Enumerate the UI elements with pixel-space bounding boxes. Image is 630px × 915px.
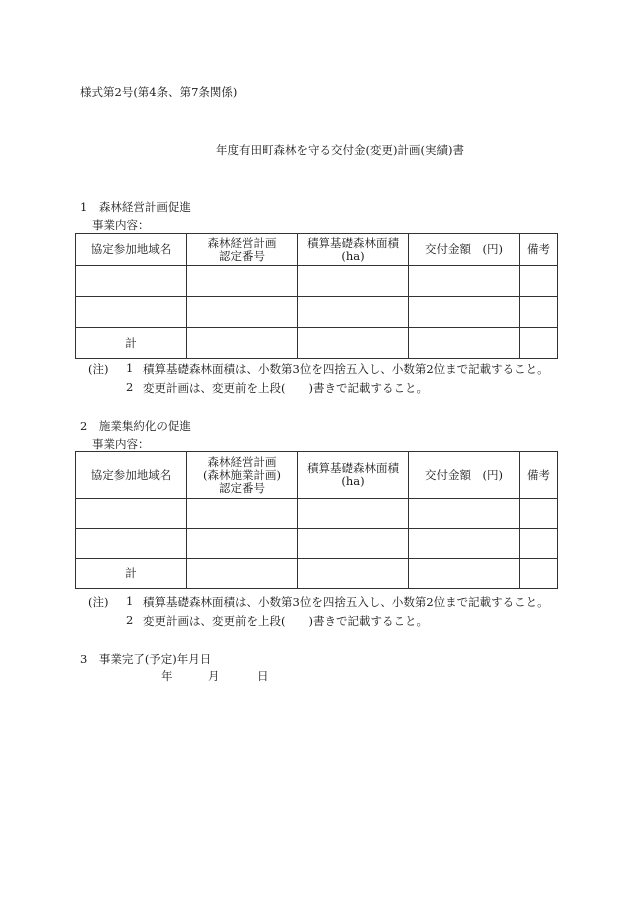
header-plan-number: 森林経営計画 認定番号 [187, 234, 298, 266]
section1-content-label: 事業内容： [92, 218, 150, 232]
table-cell[interactable] [298, 559, 409, 589]
table-cell[interactable] [409, 559, 520, 589]
document-title: 年度有田町森林を守る交付金(変更)計画(実績)書 [216, 143, 464, 157]
header-grant-amount: 交付金額 (円) [409, 234, 520, 266]
header-forest-area: 積算基礎森林面積 (ha) [298, 452, 409, 499]
table-cell[interactable] [298, 297, 409, 328]
header-plan-number: 森林経営計画 (森林施業計画) 認定番号 [187, 452, 298, 499]
table-row [76, 499, 558, 529]
table-cell[interactable] [298, 266, 409, 297]
header-grant-amount: 交付金額 (円) [409, 452, 520, 499]
table-cell[interactable] [187, 297, 298, 328]
section1-note-2: 2 変更計画は、変更前を上段( )書きで記載すること。 [126, 380, 428, 395]
table-cell[interactable] [409, 297, 520, 328]
section3-heading: 3 事業完了(予定)年月日 [80, 652, 212, 666]
table-row [76, 297, 558, 328]
table-cell[interactable] [187, 328, 298, 359]
table-cell[interactable] [520, 328, 558, 359]
section2-heading: 2 施業集約化の促進 [80, 419, 191, 433]
table-cell[interactable] [76, 297, 187, 328]
table-cell[interactable] [409, 328, 520, 359]
section2-content-label: 事業内容： [92, 437, 150, 451]
section1-note-1: (注) 1 積算基礎森林面積は、小数第3位を四捨五入し、小数第2位まで記載すること。 [88, 361, 549, 376]
table-cell[interactable] [409, 529, 520, 559]
table-cell[interactable] [76, 529, 187, 559]
total-label: 計 [76, 559, 187, 589]
table-cell[interactable] [520, 559, 558, 589]
section1-table [75, 233, 558, 359]
total-label: 計 [76, 328, 187, 359]
section2-note-2: 2 変更計画は、変更前を上段( )書きで記載すること。 [126, 613, 428, 628]
table-cell[interactable] [520, 529, 558, 559]
table-cell[interactable] [76, 266, 187, 297]
header-forest-area: 積算基礎森林面積 (ha) [298, 234, 409, 266]
table-row [76, 266, 558, 297]
table-cell[interactable] [298, 499, 409, 529]
form-label: 様式第2号(第4条、第7条関係) [80, 85, 238, 99]
date-year: 年 [161, 669, 173, 683]
table-cell[interactable] [298, 529, 409, 559]
table-header-row [76, 452, 558, 499]
table-cell[interactable] [520, 499, 558, 529]
table-cell[interactable] [520, 266, 558, 297]
table-cell[interactable] [187, 559, 298, 589]
table-row [76, 529, 558, 559]
table-cell[interactable] [520, 297, 558, 328]
header-region-name: 協定参加地域名 [76, 452, 187, 499]
section2-note-1: (注) 1 積算基礎森林面積は、小数第3位を四捨五入し、小数第2位まで記載すること。 [88, 594, 549, 609]
header-region-name: 協定参加地域名 [76, 234, 187, 266]
table-cell[interactable] [187, 266, 298, 297]
table-cell[interactable] [187, 499, 298, 529]
header-remarks: 備考 [520, 234, 558, 266]
table-total-row [76, 559, 558, 589]
section1-heading: 1 森林経営計画促進 [80, 200, 191, 214]
section2-table [75, 451, 558, 589]
table-cell[interactable] [409, 499, 520, 529]
table-cell[interactable] [187, 529, 298, 559]
date-day: 日 [257, 669, 269, 683]
table-cell[interactable] [76, 499, 187, 529]
table-total-row [76, 328, 558, 359]
table-header-row [76, 234, 558, 266]
header-remarks: 備考 [520, 452, 558, 499]
date-month: 月 [208, 669, 220, 683]
table-cell[interactable] [298, 328, 409, 359]
table-cell[interactable] [409, 266, 520, 297]
